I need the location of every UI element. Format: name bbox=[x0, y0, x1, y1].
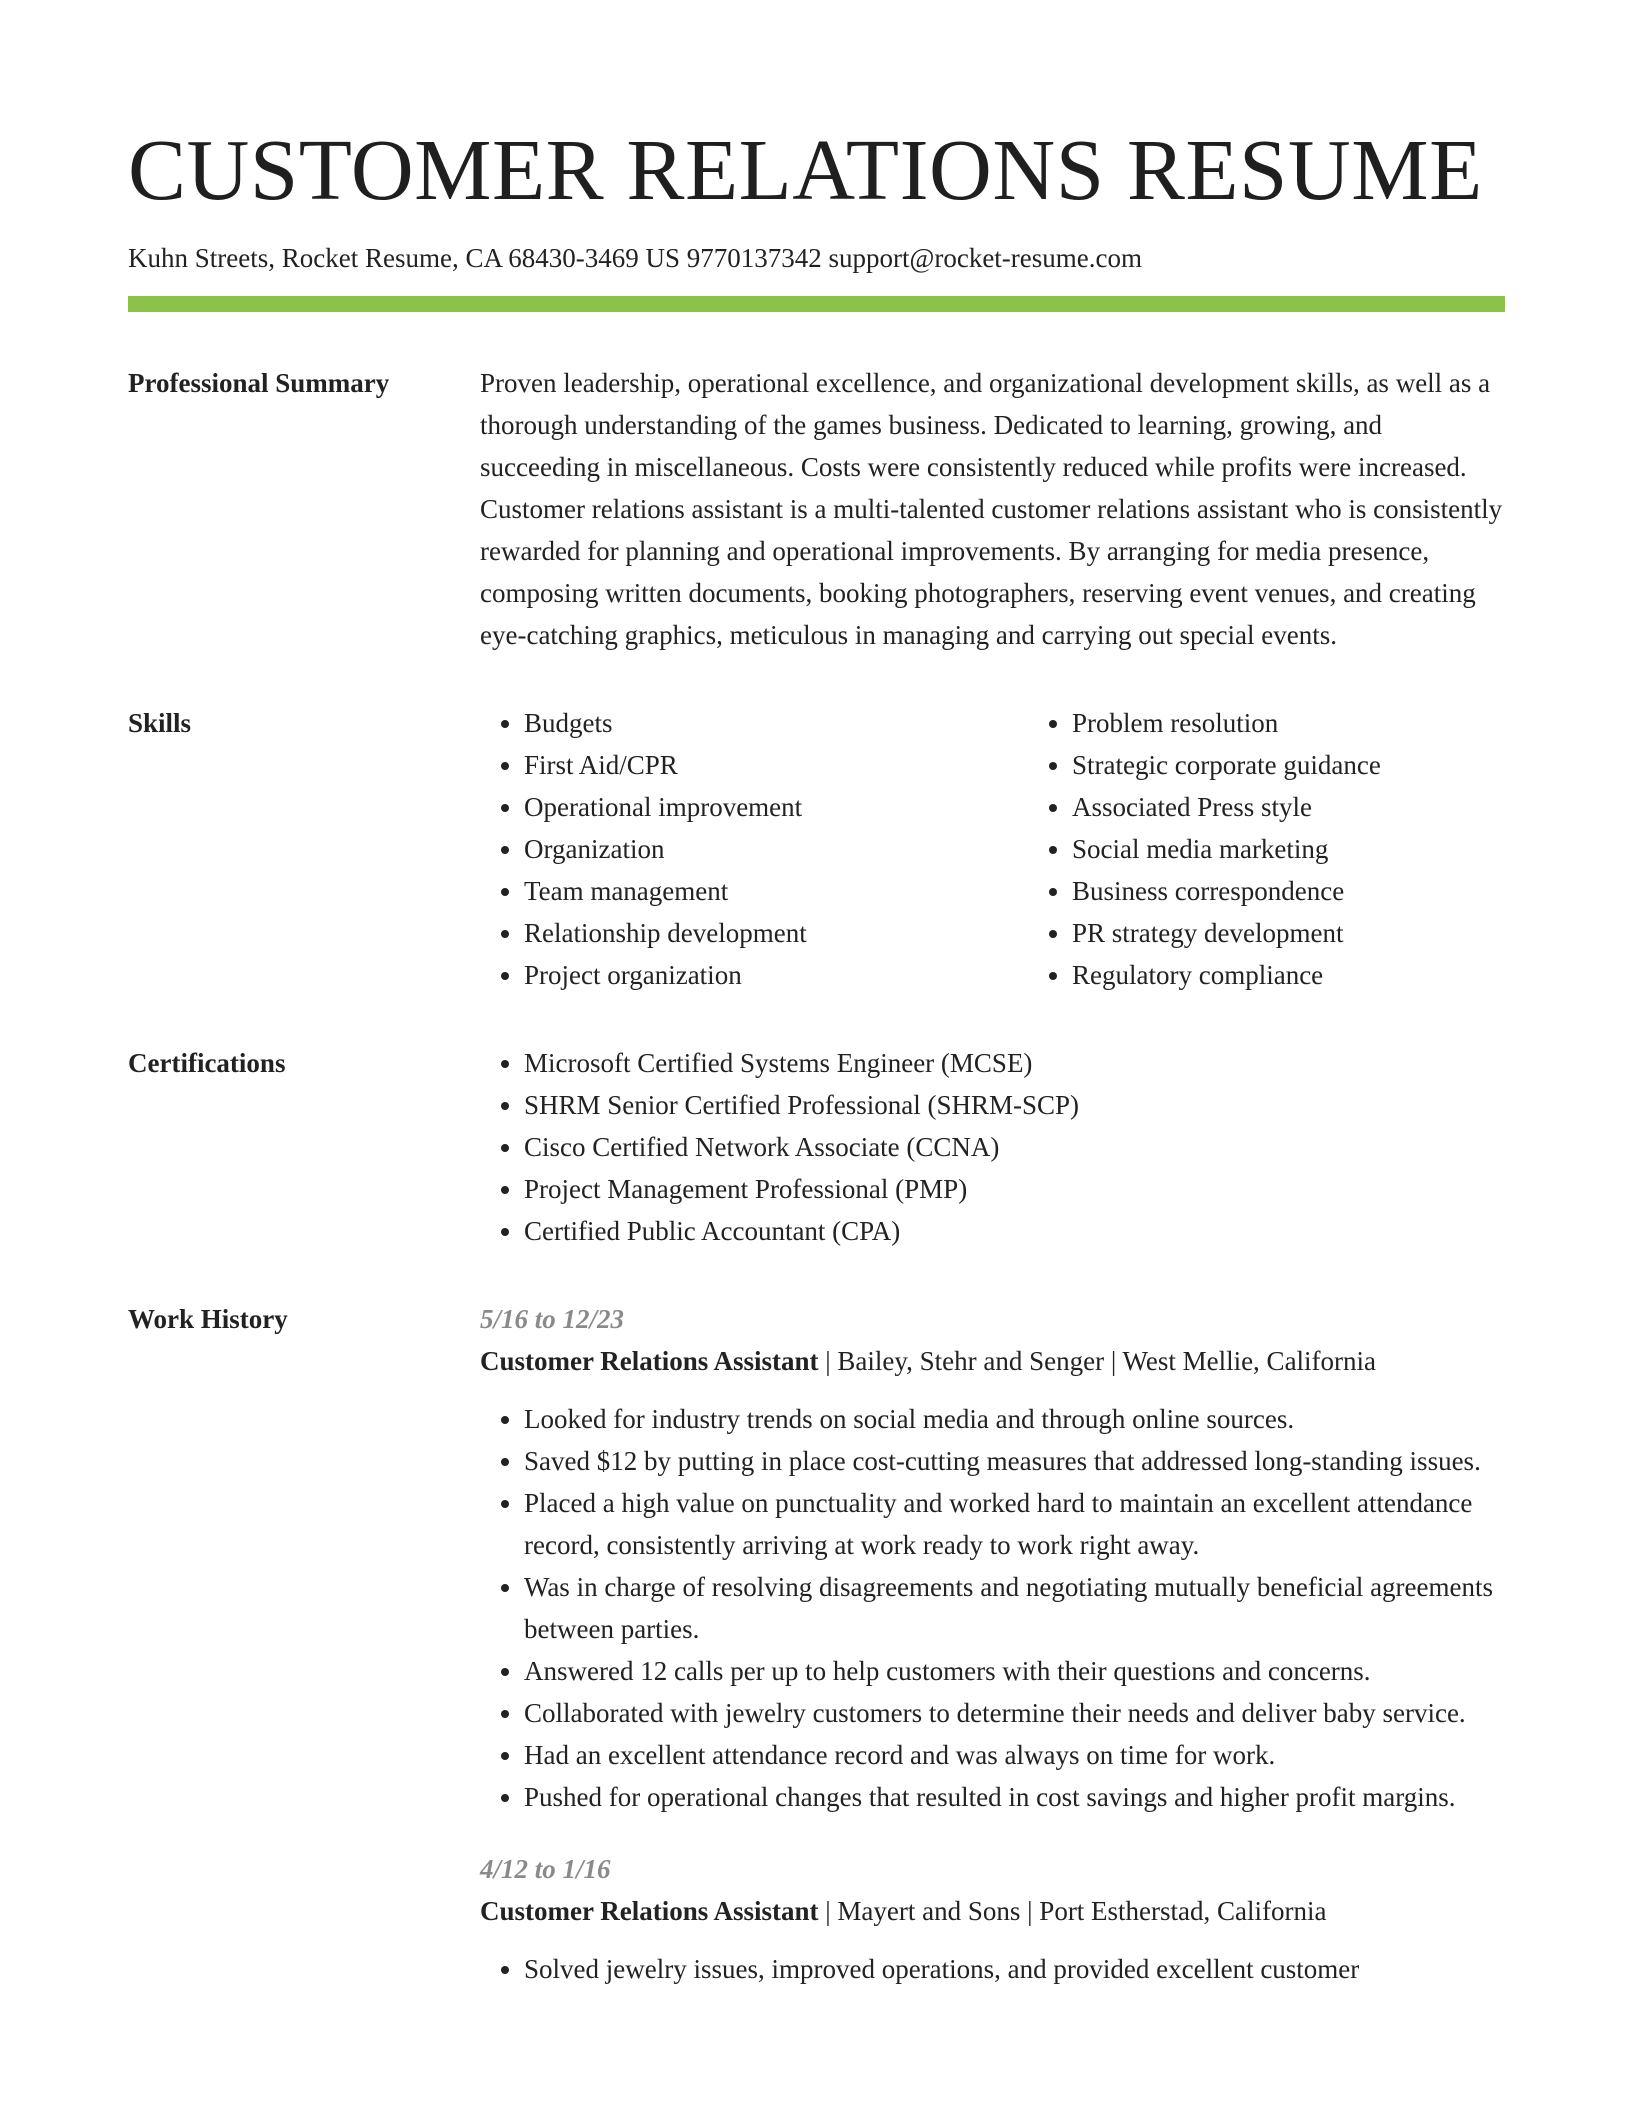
certification-item: • SHRM Senior Certified Professional (SHRM-SCP) bbox=[524, 1084, 1505, 1126]
skill-item: • Organization bbox=[524, 828, 1028, 870]
skill-item: • PR strategy development bbox=[1072, 912, 1576, 954]
skill-item: • Budgets bbox=[524, 702, 1028, 744]
work-history-section bbox=[128, 1298, 1505, 1990]
phone: 9770137342 bbox=[686, 243, 822, 273]
skill-item: • Operational improvement bbox=[524, 786, 1028, 828]
job-employer-location: | Mayert and Sons | Port Estherstad, California bbox=[818, 1896, 1327, 1926]
job-title: Customer Relations Assistant bbox=[480, 1346, 819, 1376]
email: support@rocket-resume.com bbox=[828, 243, 1143, 273]
job-bullet: • Pushed for operational changes that resulted in cost savings and higher profit margins. bbox=[524, 1776, 1505, 1818]
skill-item: • Associated Press style bbox=[1072, 786, 1576, 828]
job-bullet: • Was in charge of resolving disagreements and negotiating mutually beneficial agreements between parties. bbox=[524, 1566, 1505, 1650]
section-label-certifications: Certifications bbox=[128, 1048, 286, 1078]
certification-item: • Microsoft Certified Systems Engineer (MCSE) bbox=[524, 1042, 1505, 1084]
contact-line bbox=[128, 242, 1505, 274]
job-bullet: • Collaborated with jewelry customers to determine their needs and deliver baby service. bbox=[524, 1692, 1505, 1734]
job-bullet: • Placed a high value on punctuality and worked hard to maintain an excellent attendance record, consistently arriving at work ready to work right away. bbox=[524, 1482, 1505, 1566]
job-bullets bbox=[480, 1398, 1505, 1818]
job-bullet: • Answered 12 calls per up to help customers with their questions and concerns. bbox=[524, 1650, 1505, 1692]
section-label-skills: Skills bbox=[128, 708, 192, 738]
certifications-section bbox=[128, 1042, 1505, 1252]
job-bullet: • Solved jewelry issues, improved operations, and provided excellent customer bbox=[524, 1948, 1505, 1990]
section-label-summary: Professional Summary bbox=[128, 368, 390, 398]
skill-item: • Regulatory compliance bbox=[1072, 954, 1576, 996]
job-bullet: • Had an excellent attendance record and was always on time for work. bbox=[524, 1734, 1505, 1776]
skill-item: • Business correspondence bbox=[1072, 870, 1576, 912]
job-bullets bbox=[480, 1948, 1505, 1990]
skill-item: • Problem resolution bbox=[1072, 702, 1576, 744]
certification-item: • Project Management Professional (PMP) bbox=[524, 1168, 1505, 1210]
skill-item: • Relationship development bbox=[524, 912, 1028, 954]
summary-text: Proven leadership, operational excellence, and organizational development skills, as well as a thorough understanding of the games business. Dedicated to learning, growing, and succeeding in miscellaneous. Costs were consistently reduced while profits were increased. Customer relations assistant is a multi-talented customer relations assistant who is consistently rewarded for planning and operational improvements. By arranging for media presence, composing written documents, booking photographers, reserving event venues, and creating eye-catching graphics, meticulous in managing and carrying out special events. bbox=[480, 368, 1503, 650]
resume-title: CUSTOMER RELATIONS RESUME bbox=[128, 121, 1483, 218]
job-bullet: • Saved $12 by putting in place cost-cutting measures that addressed long-standing issues. bbox=[524, 1440, 1505, 1482]
section-label-work-history: Work History bbox=[128, 1304, 288, 1334]
skill-item: • Team management bbox=[524, 870, 1028, 912]
header-divider bbox=[128, 296, 1505, 312]
skills-list-left bbox=[480, 702, 1028, 996]
summary-section bbox=[128, 362, 1505, 656]
job-bullet: • Looked for industry trends on social media and through online sources. bbox=[524, 1398, 1505, 1440]
skill-item: • First Aid/CPR bbox=[524, 744, 1028, 786]
job-dates: 4/12 to 1/16 bbox=[480, 1854, 611, 1884]
job-heading bbox=[480, 1340, 1505, 1382]
address: Kuhn Streets, Rocket Resume, CA 68430-3469 US bbox=[128, 243, 680, 273]
job-dates: 5/16 to 12/23 bbox=[480, 1304, 625, 1334]
job-entry bbox=[480, 1298, 1505, 1818]
job-employer-location: | Bailey, Stehr and Senger | West Mellie, California bbox=[818, 1346, 1377, 1376]
skill-item: • Strategic corporate guidance bbox=[1072, 744, 1576, 786]
skills-list-right bbox=[1028, 702, 1576, 996]
skills-section bbox=[128, 702, 1505, 996]
skill-item: • Project organization bbox=[524, 954, 1028, 996]
job-title: Customer Relations Assistant bbox=[480, 1896, 819, 1926]
skill-item: • Social media marketing bbox=[1072, 828, 1576, 870]
certification-item: • Cisco Certified Network Associate (CCNA) bbox=[524, 1126, 1505, 1168]
certifications-list bbox=[480, 1042, 1505, 1252]
job-entry bbox=[480, 1848, 1505, 1990]
certification-item: • Certified Public Accountant (CPA) bbox=[524, 1210, 1505, 1252]
resume-page bbox=[128, 120, 1505, 1990]
job-heading bbox=[480, 1890, 1505, 1932]
